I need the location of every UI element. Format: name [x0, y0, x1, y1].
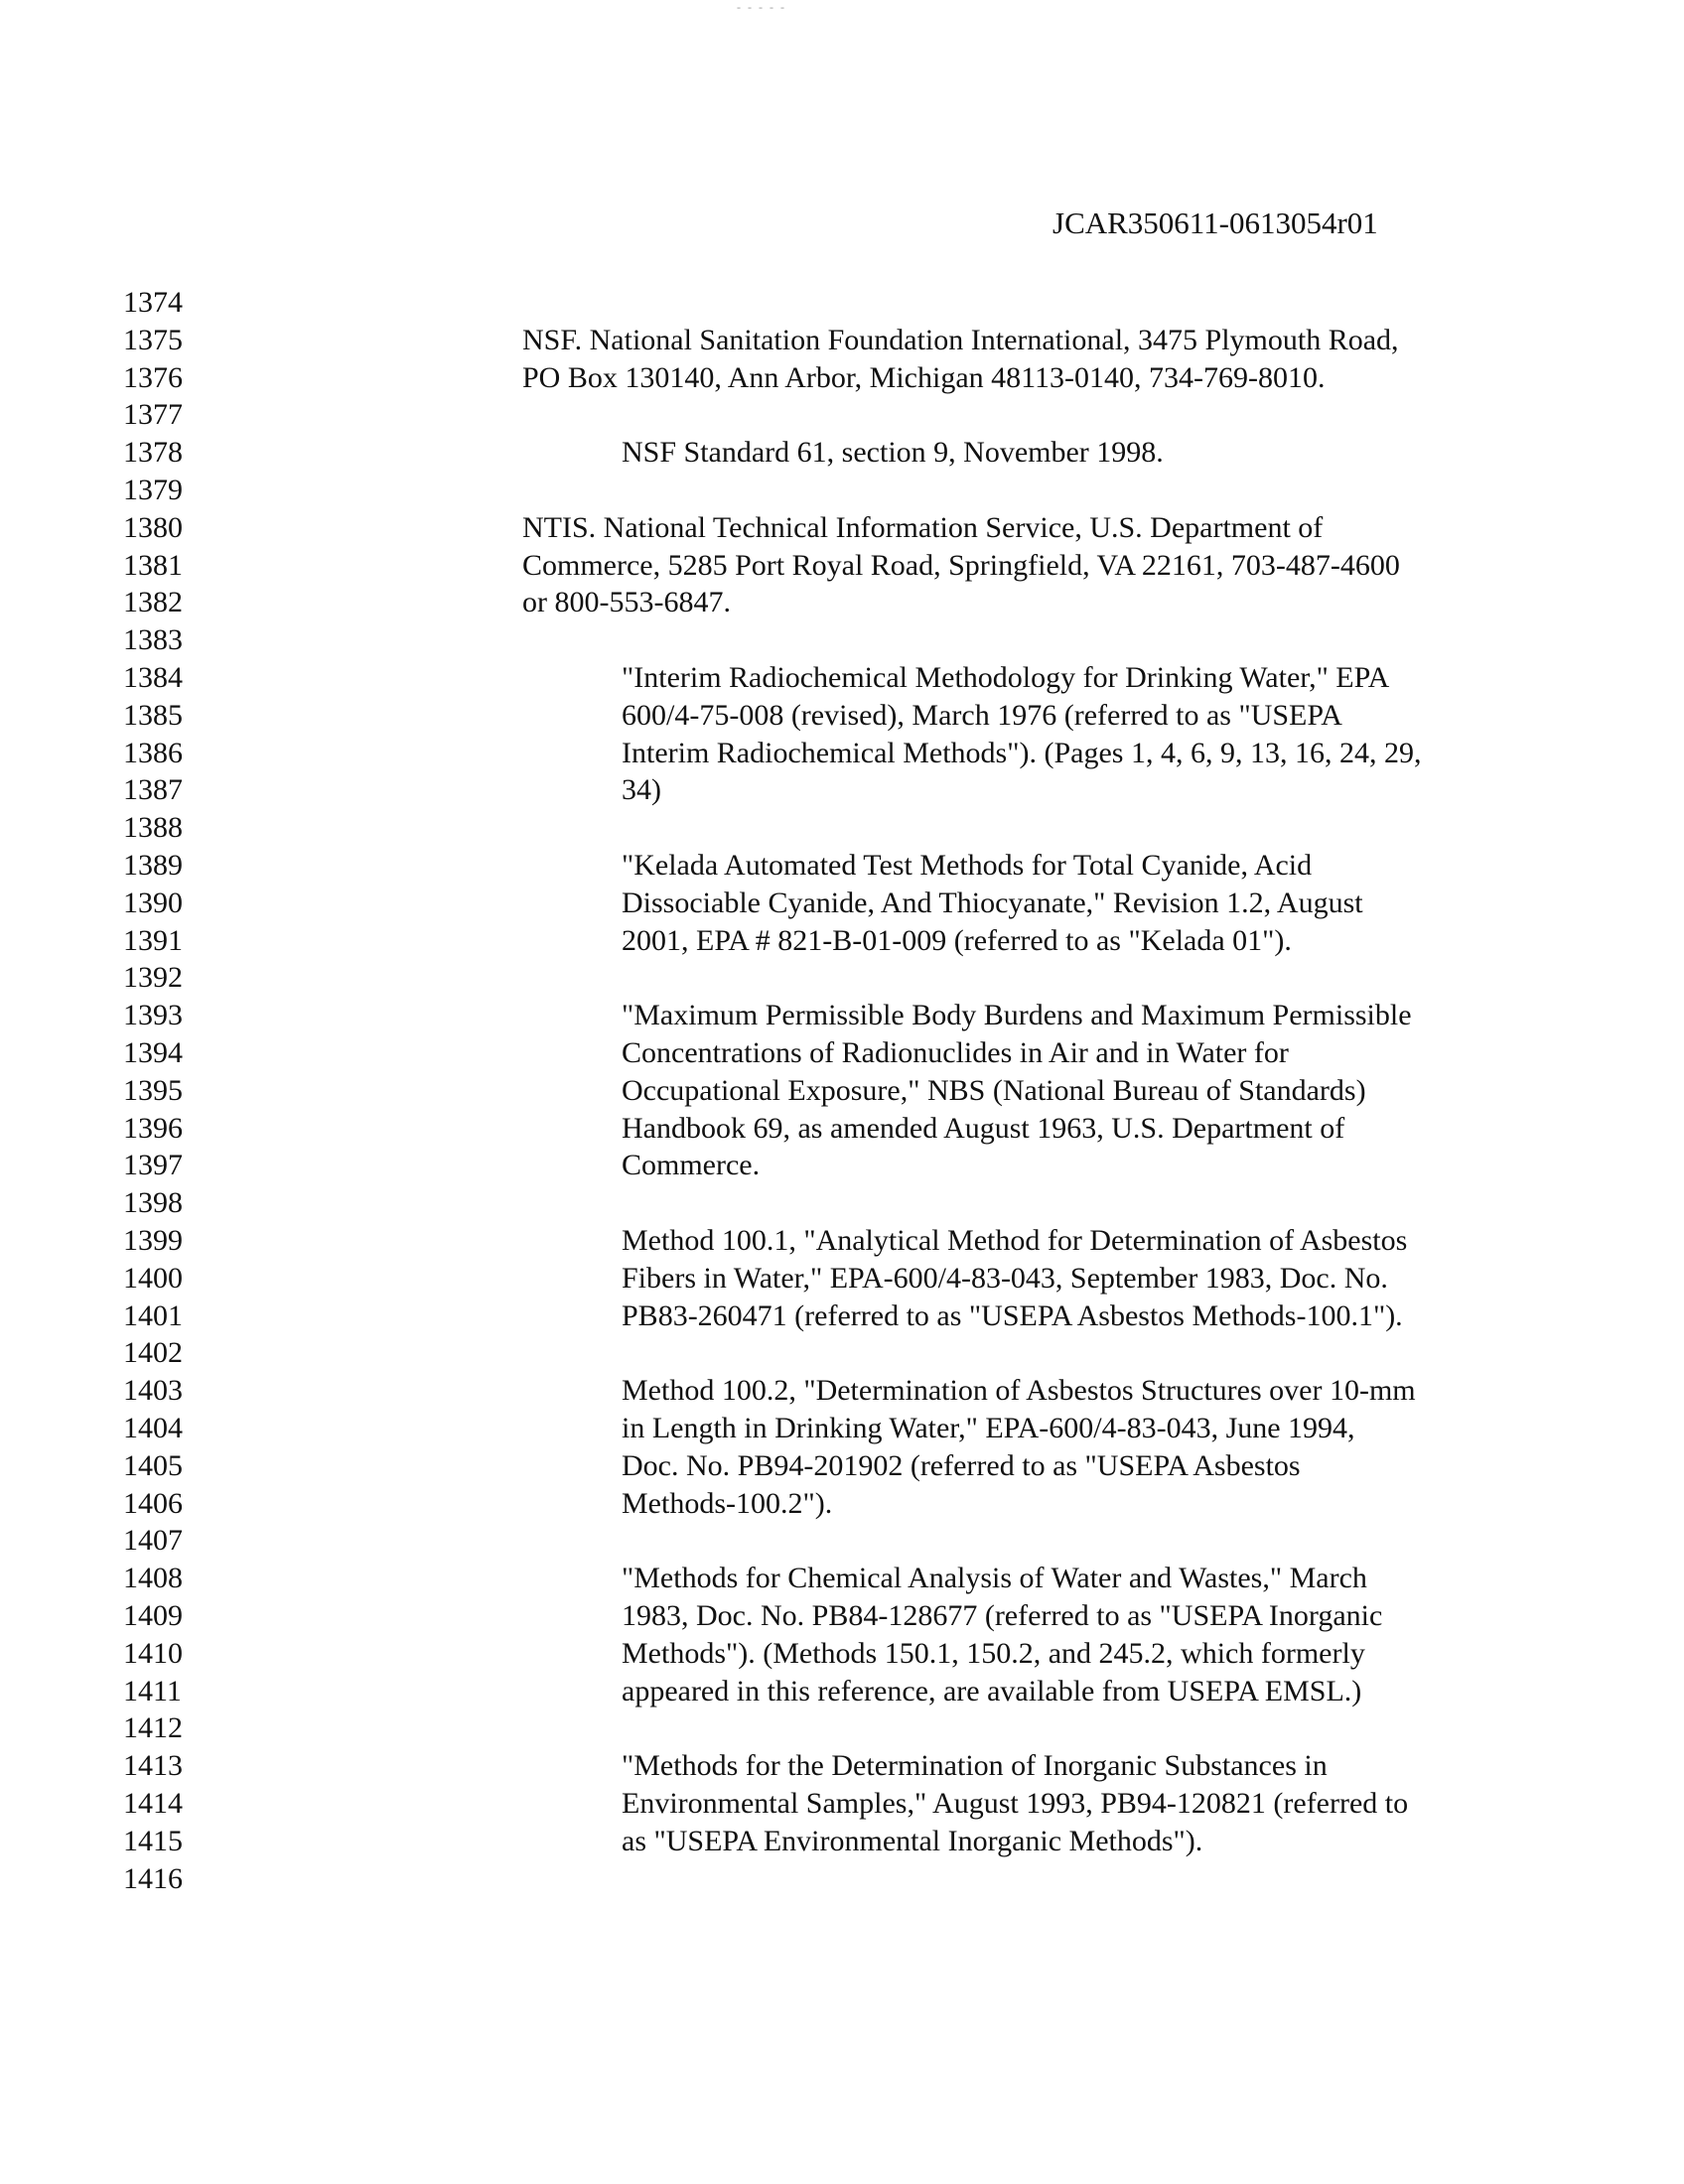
line-number: 1386: [123, 736, 183, 769]
line-number: 1390: [123, 886, 183, 919]
line-text: Fibers in Water," EPA-600/4-83-043, September 1983, Doc. No.: [622, 1261, 1388, 1295]
numbered-line: [0, 1372, 1684, 1410]
numbered-line: [0, 847, 1684, 885]
line-text: appeared in this reference, are available from USEPA EMSL.): [622, 1674, 1362, 1707]
numbered-line: [0, 284, 1684, 322]
numbered-line: [0, 1560, 1684, 1597]
line-number: 1413: [123, 1749, 183, 1783]
line-number: 1388: [123, 811, 183, 845]
line-number: 1380: [123, 510, 183, 544]
line-number: 1404: [123, 1412, 183, 1444]
line-text: as "USEPA Environmental Inorganic Methods").: [622, 1824, 1203, 1857]
numbered-line: [0, 434, 1684, 472]
line-text: NTIS. National Technical Information Service, U.S. Department of: [522, 510, 1324, 544]
line-text: Methods-100.2").: [622, 1486, 833, 1520]
numbered-line: [0, 809, 1684, 847]
numbered-line: [0, 735, 1684, 772]
numbered-line: [0, 1297, 1684, 1335]
numbered-line: [0, 659, 1684, 697]
scan-artifact-mark: - - - - -: [737, 0, 786, 14]
line-text: Occupational Exposure," NBS (National Bureau of Standards): [622, 1073, 1366, 1107]
numbered-line: [0, 1747, 1684, 1785]
numbered-line: [0, 1447, 1684, 1485]
line-number: 1392: [123, 961, 183, 995]
line-number: 1401: [123, 1298, 183, 1332]
line-number: 1378: [123, 436, 183, 470]
numbered-line: [0, 1823, 1684, 1860]
numbered-line: [0, 621, 1684, 659]
line-number: 1384: [123, 661, 183, 694]
numbered-line: [0, 396, 1684, 434]
numbered-line: [0, 1522, 1684, 1560]
numbered-line: [0, 1673, 1684, 1710]
numbered-line: [0, 359, 1684, 397]
numbered-line: [0, 1260, 1684, 1297]
numbered-line: [0, 959, 1684, 997]
line-text: 1983, Doc. No. PB84-128677 (referred to as "USEPA Inorganic: [622, 1599, 1383, 1632]
numbered-line: [0, 697, 1684, 735]
line-number: 1398: [123, 1186, 183, 1220]
numbered-line: [0, 322, 1684, 359]
line-text: in Length in Drinking Water," EPA-600/4-83-043, June 1994,: [622, 1412, 1355, 1444]
numbered-line: [0, 1222, 1684, 1260]
line-text: Method 100.2, "Determination of Asbestos Structures over 10-mm: [622, 1374, 1416, 1408]
line-text: Methods"). (Methods 150.1, 150.2, and 245.2, which formerly: [622, 1636, 1365, 1670]
numbered-line: [0, 1785, 1684, 1823]
line-number: 1412: [123, 1711, 183, 1745]
line-number: 1400: [123, 1261, 183, 1295]
line-text: Doc. No. PB94-201902 (referred to as "USEPA Asbestos: [622, 1448, 1301, 1482]
line-number: 1391: [123, 923, 183, 957]
line-number: 1376: [123, 360, 183, 394]
line-number: 1381: [123, 548, 183, 582]
line-number: 1416: [123, 1861, 183, 1895]
line-number: 1396: [123, 1111, 183, 1145]
line-text: 2001, EPA # 821-B-01-009 (referred to as "Kelada 01").: [622, 923, 1292, 957]
line-text: "Interim Radiochemical Methodology for Drinking Water," EPA: [622, 661, 1390, 694]
numbered-line: [0, 997, 1684, 1034]
numbered-line: [0, 1147, 1684, 1184]
line-number: 1394: [123, 1036, 183, 1069]
line-number: 1374: [123, 286, 183, 319]
line-number: 1379: [123, 474, 183, 506]
numbered-line: [0, 1635, 1684, 1673]
document-id-header: JCAR350611-0613054r01: [1052, 205, 1378, 240]
numbered-line: [0, 1072, 1684, 1110]
numbered-line: [0, 885, 1684, 922]
numbered-line: [0, 584, 1684, 621]
line-number: 1405: [123, 1448, 183, 1482]
line-text: "Kelada Automated Test Methods for Total Cyanide, Acid: [622, 849, 1313, 882]
line-number: 1409: [123, 1599, 183, 1632]
numbered-line: [0, 1860, 1684, 1898]
line-number: 1382: [123, 586, 183, 619]
line-text: 600/4-75-008 (revised), March 1976 (referred to as "USEPA: [622, 698, 1342, 732]
numbered-line: [0, 547, 1684, 585]
line-number: 1389: [123, 849, 183, 882]
line-text: NSF Standard 61, section 9, November 1998.: [622, 436, 1164, 470]
numbered-line: [0, 1110, 1684, 1148]
line-text: 34): [622, 773, 661, 807]
line-text: "Methods for Chemical Analysis of Water and Wastes," March: [622, 1562, 1367, 1595]
line-text: NSF. National Sanitation Foundation International, 3475 Plymouth Road,: [522, 323, 1399, 356]
numbered-line: [0, 1597, 1684, 1635]
line-number: 1403: [123, 1374, 183, 1408]
line-number: 1397: [123, 1149, 183, 1182]
line-number: 1375: [123, 323, 183, 356]
line-text: Dissociable Cyanide, And Thiocyanate," Revision 1.2, August: [622, 886, 1363, 919]
numbered-line: [0, 1184, 1684, 1222]
line-number: 1385: [123, 698, 183, 732]
line-text: PB83-260471 (referred to as "USEPA Asbestos Methods-100.1").: [622, 1298, 1403, 1332]
numbered-line: [0, 922, 1684, 960]
line-text: PO Box 130140, Ann Arbor, Michigan 48113-0140, 734-769-8010.: [522, 360, 1326, 394]
numbered-line: [0, 509, 1684, 547]
line-number: 1415: [123, 1824, 183, 1857]
line-text: "Methods for the Determination of Inorganic Substances in: [622, 1749, 1328, 1783]
line-number: 1406: [123, 1486, 183, 1520]
line-text: Method 100.1, "Analytical Method for Determination of Asbestos: [622, 1224, 1408, 1257]
line-number: 1377: [123, 398, 183, 432]
numbered-line: [0, 1709, 1684, 1747]
line-text: Interim Radiochemical Methods"). (Pages 1, 4, 6, 9, 13, 16, 24, 29,: [622, 736, 1422, 769]
line-text: Concentrations of Radionuclides in Air and in Water for: [622, 1036, 1289, 1069]
line-number: 1383: [123, 623, 183, 657]
numbered-line: [0, 771, 1684, 809]
line-text: Commerce, 5285 Port Royal Road, Springfield, VA 22161, 703-487-4600: [522, 548, 1400, 582]
line-text: Handbook 69, as amended August 1963, U.S. Department of: [622, 1111, 1345, 1145]
line-text: or 800-553-6847.: [522, 586, 731, 619]
line-number: 1414: [123, 1787, 183, 1820]
line-number: 1393: [123, 999, 183, 1032]
line-text: Environmental Samples," August 1993, PB94-120821 (referred to: [622, 1787, 1409, 1820]
numbered-line: [0, 472, 1684, 509]
line-number: 1399: [123, 1224, 183, 1257]
line-text: Commerce.: [622, 1149, 761, 1182]
line-text: "Maximum Permissible Body Burdens and Maximum Permissible: [622, 999, 1412, 1032]
line-number: 1402: [123, 1336, 183, 1370]
numbered-line: [0, 1334, 1684, 1372]
numbered-line: [0, 1410, 1684, 1447]
line-number: 1408: [123, 1562, 183, 1595]
line-number: 1407: [123, 1524, 183, 1558]
line-number: 1395: [123, 1073, 183, 1107]
numbered-line: [0, 1034, 1684, 1072]
line-number: 1410: [123, 1636, 183, 1670]
numbered-line: [0, 1485, 1684, 1523]
line-number: 1387: [123, 773, 183, 807]
line-number: 1411: [123, 1674, 182, 1707]
